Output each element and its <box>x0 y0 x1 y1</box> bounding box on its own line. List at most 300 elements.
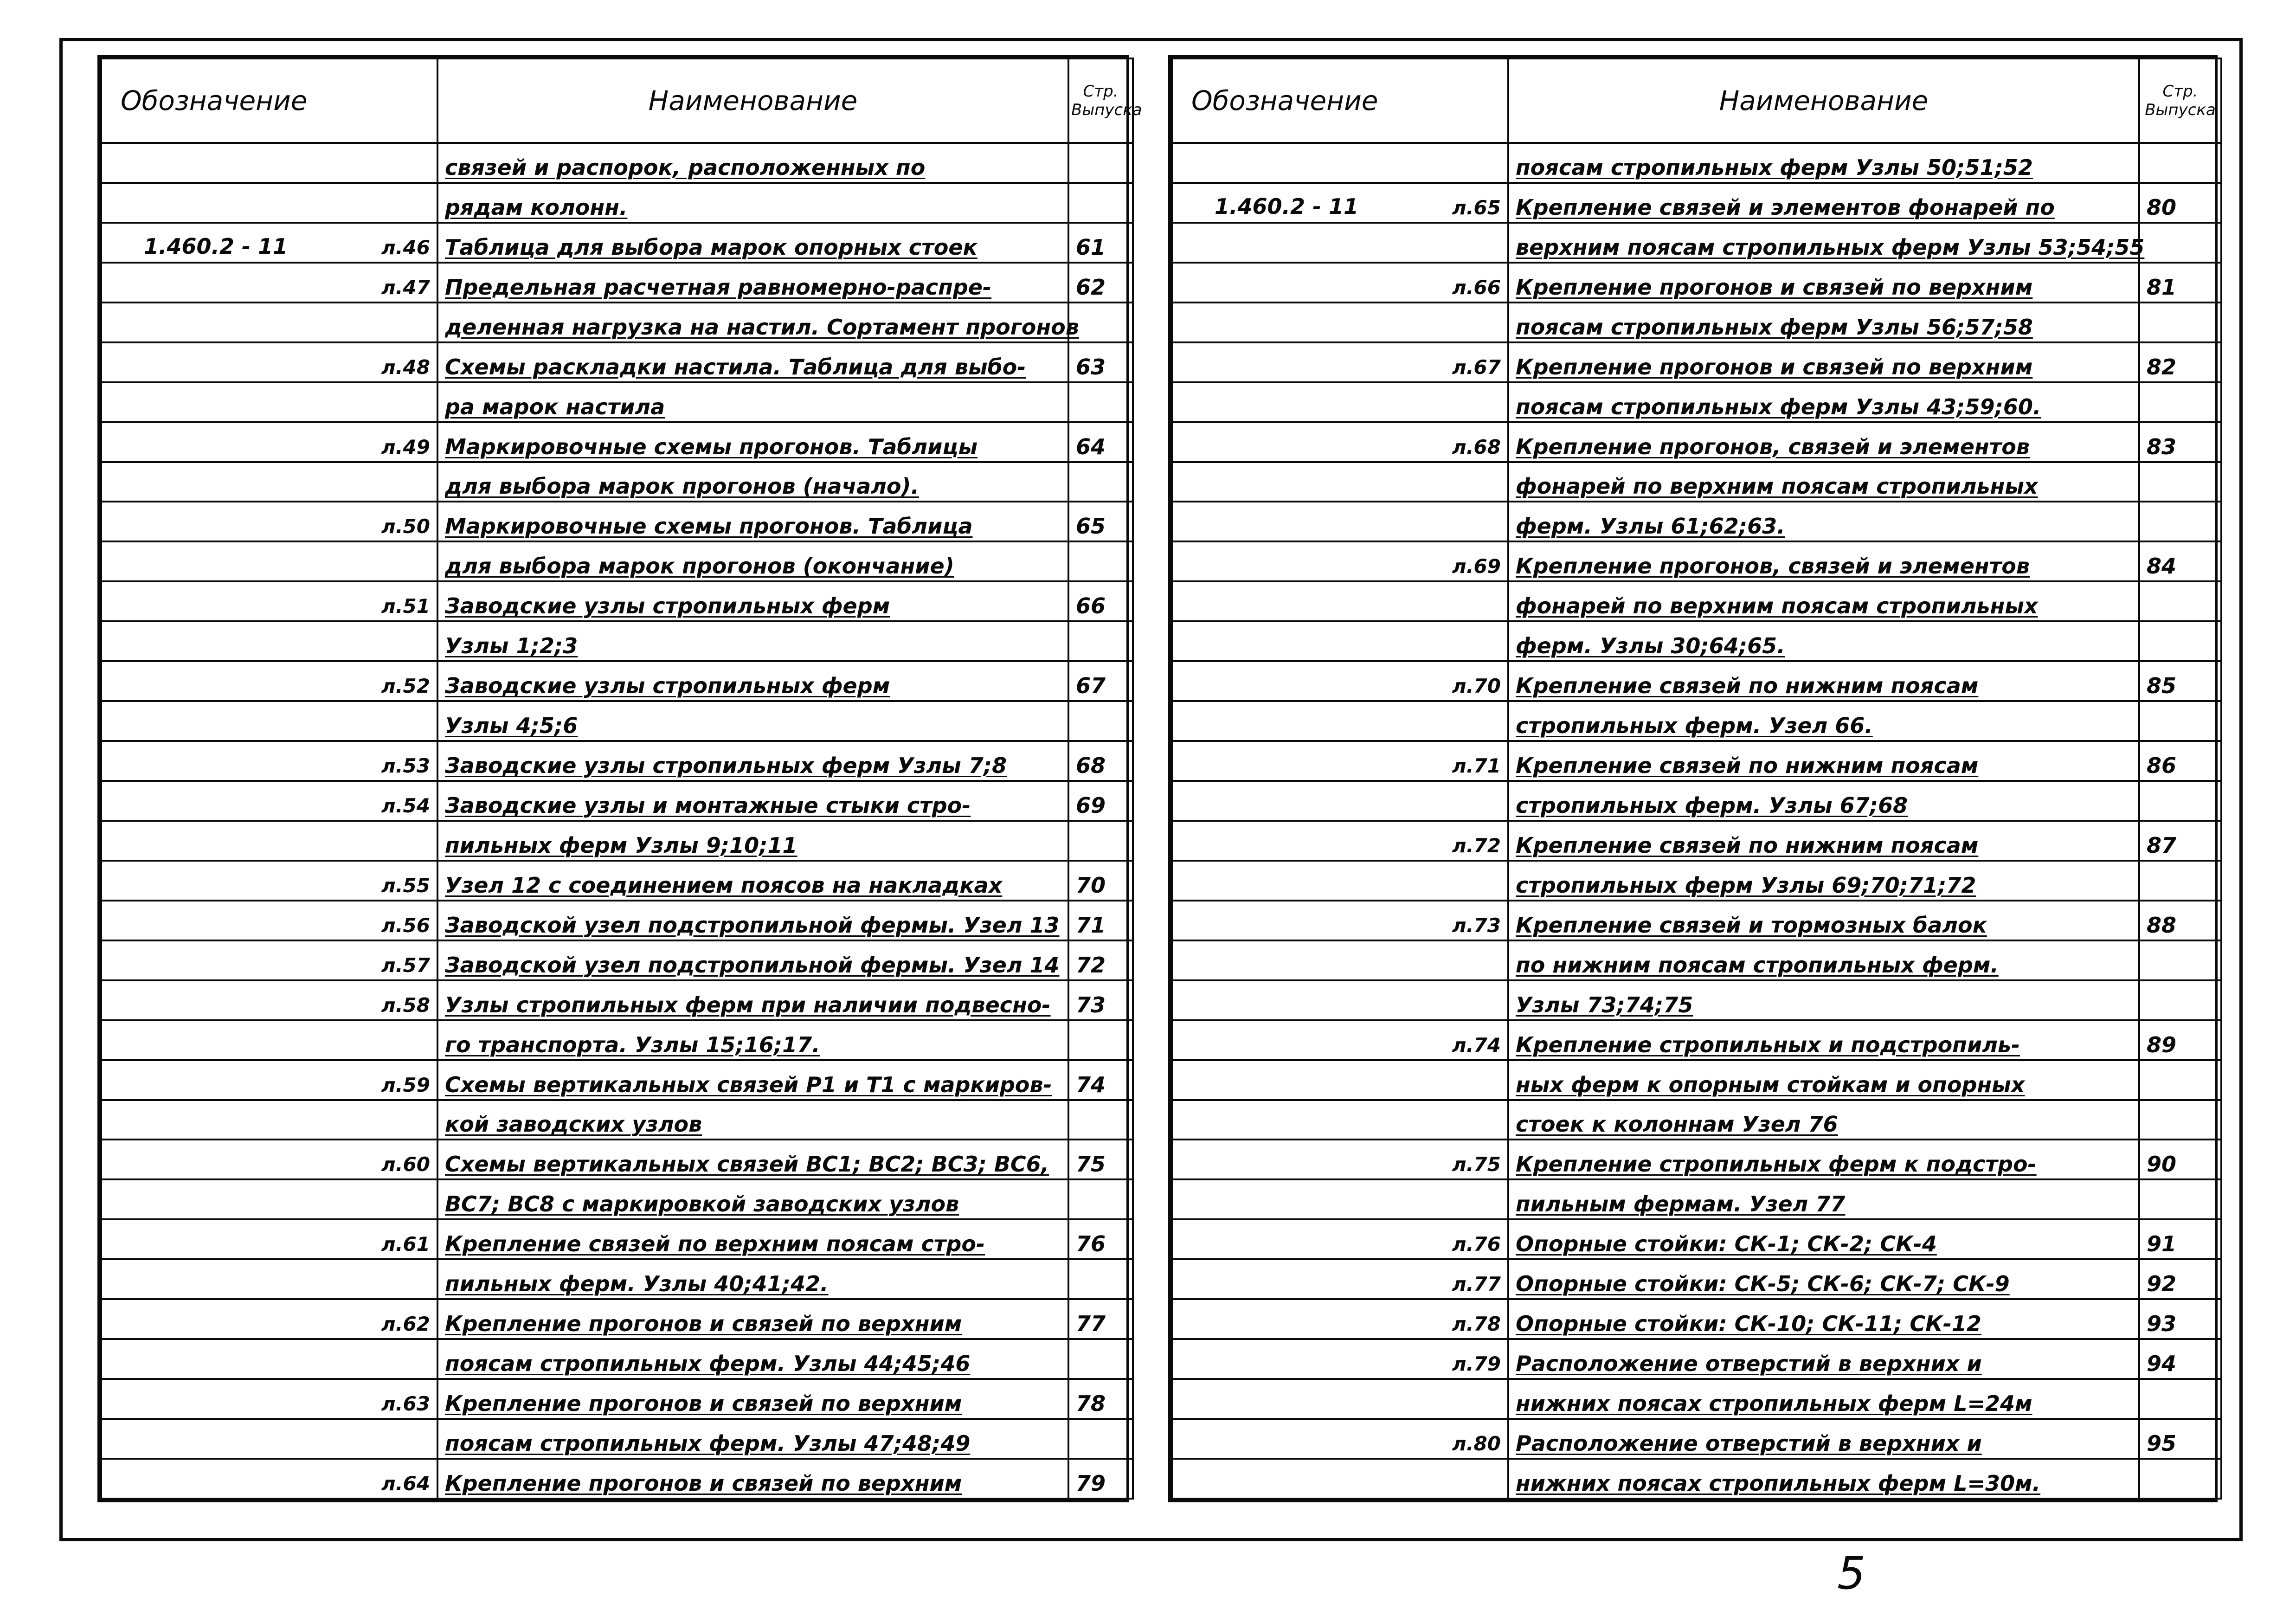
table-row <box>1172 661 2221 701</box>
designation-cell <box>101 581 437 621</box>
table-row <box>101 342 1133 382</box>
title-cell: нижних поясах стропильных ферм L=24м <box>1508 1379 2139 1419</box>
designation-cell <box>101 223 437 263</box>
designation-cell <box>101 303 437 342</box>
table-row <box>1172 901 2221 940</box>
designation-cell <box>1172 183 1508 223</box>
title-cell: Узлы 73;74;75 <box>1508 980 2139 1020</box>
page-cell: 68 <box>1068 741 1133 781</box>
designation-cell <box>101 462 437 502</box>
designation-cell <box>1172 1299 1508 1339</box>
title-cell: нижних поясах стропильных ферм L=30м. <box>1508 1459 2139 1499</box>
title-cell: Крепление прогонов, связей и элементов <box>1508 541 2139 581</box>
title-cell: Узлы стропильных ферм при наличии подвесно- <box>437 980 1068 1020</box>
sheet-number: л.77 <box>1452 1273 1501 1296</box>
page-cell: 86 <box>2139 741 2221 781</box>
designation-cell <box>101 342 437 382</box>
register-table-left <box>97 55 1142 1502</box>
table-row <box>101 980 1133 1020</box>
table-row <box>101 940 1133 980</box>
sheet-number: л.79 <box>1452 1352 1501 1376</box>
title-cell: пильных ферм. Узлы 40;41;42. <box>437 1259 1068 1299</box>
title-cell: Заводские узлы стропильных ферм <box>437 661 1068 701</box>
designation-cell <box>101 1419 437 1459</box>
table-row <box>101 901 1133 940</box>
designation-cell <box>1172 821 1508 861</box>
page-cell: 78 <box>1068 1379 1133 1419</box>
designation-cell <box>101 1020 437 1060</box>
page-cell: 80 <box>2139 183 2221 223</box>
sheet-number: л.68 <box>1452 435 1501 458</box>
table-header-row <box>101 58 1133 143</box>
designation-cell <box>1172 1379 1508 1419</box>
title-cell: Крепление прогонов и связей по верхним <box>437 1299 1068 1339</box>
title-cell: для выбора марок прогонов (окончание) <box>437 541 1068 581</box>
title-cell: Заводские узлы стропильных ферм <box>437 581 1068 621</box>
page-cell: 82 <box>2139 342 2221 382</box>
table-row <box>1172 1259 2221 1299</box>
page-cell: 84 <box>2139 541 2221 581</box>
table-row <box>1172 861 2221 901</box>
page-cell <box>2139 143 2221 183</box>
page-cell: 91 <box>2139 1219 2221 1259</box>
page-cell: 70 <box>1068 861 1133 901</box>
title-cell: по нижним поясам стропильных ферм. <box>1508 940 2139 980</box>
page-cell <box>2139 1060 2221 1100</box>
page-cell: 79 <box>1068 1459 1133 1499</box>
page-cell: 93 <box>2139 1299 2221 1339</box>
sheet-number: л.56 <box>381 914 430 937</box>
title-cell: Таблица для выбора марок опорных стоек <box>437 223 1068 263</box>
table-row <box>101 1299 1133 1339</box>
title-cell: Крепление связей по нижним поясам <box>1508 661 2139 701</box>
title-cell: Крепление прогонов и связей по верхним <box>437 1379 1068 1419</box>
page-cell <box>2139 581 2221 621</box>
designation-cell <box>1172 1020 1508 1060</box>
table-row <box>1172 781 2221 821</box>
sheet-number: л.48 <box>381 355 430 379</box>
designation-cell <box>1172 581 1508 621</box>
sheet-number: л.71 <box>1452 754 1501 777</box>
designation-cell <box>101 821 437 861</box>
designation-cell <box>101 1259 437 1299</box>
table-row <box>1172 940 2221 980</box>
page-cell <box>2139 940 2221 980</box>
page-cell: 95 <box>2139 1419 2221 1459</box>
table-row <box>1172 980 2221 1020</box>
table-row <box>101 1179 1133 1219</box>
table-row <box>1172 741 2221 781</box>
designation-cell <box>1172 303 1508 342</box>
title-cell: Узлы 1;2;3 <box>437 621 1068 661</box>
designation-cell <box>1172 901 1508 940</box>
designation-cell <box>1172 1259 1508 1299</box>
table-row <box>1172 1179 2221 1219</box>
header-page-line1: Стр. <box>1083 82 1119 101</box>
table-row <box>101 581 1133 621</box>
title-cell: Схемы вертикальных связей Р1 и Т1 с маркиров- <box>437 1060 1068 1100</box>
title-cell: Маркировочные схемы прогонов. Таблицы <box>437 422 1068 462</box>
header-name: Наименование <box>437 58 1068 143</box>
page-cell: 89 <box>2139 1020 2221 1060</box>
title-cell: ных ферм к опорным стойкам и опорных <box>1508 1060 2139 1100</box>
table-row <box>1172 422 2221 462</box>
sheet-number: л.67 <box>1452 355 1501 379</box>
table-row <box>101 701 1133 741</box>
designation-cell <box>101 382 437 422</box>
designation-cell <box>101 781 437 821</box>
designation-cell <box>1172 541 1508 581</box>
sheet-number: л.70 <box>1452 675 1501 698</box>
header-page <box>2139 58 2221 143</box>
table-row <box>101 1060 1133 1100</box>
designation-cell <box>1172 223 1508 263</box>
page-cell <box>1068 183 1133 223</box>
page-cell <box>2139 382 2221 422</box>
table-row <box>1172 1419 2221 1459</box>
table-header-row <box>1172 58 2221 143</box>
header-page-line2: Выпуска <box>2145 101 2216 119</box>
page-cell <box>2139 223 2221 263</box>
title-cell: поясам стропильных ферм Узлы 43;59;60. <box>1508 382 2139 422</box>
designation-cell <box>101 741 437 781</box>
table-row <box>1172 303 2221 342</box>
title-cell: Крепление прогонов и связей по верхним <box>1508 263 2139 303</box>
page-cell <box>1068 1100 1133 1140</box>
title-cell: Предельная расчетная равномерно-распре- <box>437 263 1068 303</box>
sheet-number: л.53 <box>381 754 430 777</box>
title-cell: Крепление прогонов, связей и элементов <box>1508 422 2139 462</box>
designation-cell <box>101 1179 437 1219</box>
document-code: 1.460.2 - 11 <box>1215 193 1359 219</box>
sheet-number: л.54 <box>381 794 430 817</box>
page-cell: 74 <box>1068 1060 1133 1100</box>
table-row <box>101 143 1133 183</box>
table-row <box>1172 263 2221 303</box>
title-cell: Опорные стойки: СК-10; СК-11; СК-12 <box>1508 1299 2139 1339</box>
sheet-number: л.64 <box>381 1472 430 1495</box>
designation-cell <box>101 183 437 223</box>
table-row <box>101 781 1133 821</box>
page-cell <box>1068 1339 1133 1379</box>
table-row <box>101 1020 1133 1060</box>
header-designation: Обозначение <box>1172 58 1508 143</box>
sheet-number: л.60 <box>381 1153 430 1176</box>
page-cell: 72 <box>1068 940 1133 980</box>
sheet-number: л.73 <box>1452 914 1501 937</box>
designation-cell <box>1172 1100 1508 1140</box>
sheet-number: л.59 <box>381 1073 430 1096</box>
header-designation: Обозначение <box>101 58 437 143</box>
table-row <box>1172 1219 2221 1259</box>
table-row <box>101 502 1133 541</box>
sheet-number: л.61 <box>381 1233 430 1256</box>
page-cell <box>2139 781 2221 821</box>
designation-cell <box>101 1219 437 1259</box>
table-row <box>101 382 1133 422</box>
page-cell <box>1068 462 1133 502</box>
page-cell: 92 <box>2139 1259 2221 1299</box>
title-cell: пильных ферм Узлы 9;10;11 <box>437 821 1068 861</box>
page-cell: 81 <box>2139 263 2221 303</box>
table-row <box>1172 1020 2221 1060</box>
sheet-number: л.49 <box>381 435 430 458</box>
designation-cell <box>1172 1339 1508 1379</box>
sheet-number: л.52 <box>381 675 430 698</box>
title-cell: Заводской узел подстропильной фермы. Узел 13 <box>437 901 1068 940</box>
table-row <box>101 422 1133 462</box>
title-cell: поясам стропильных ферм. Узлы 44;45;46 <box>437 1339 1068 1379</box>
document-code: 1.460.2 - 11 <box>144 233 288 259</box>
sheet-number: л.66 <box>1452 276 1501 299</box>
designation-cell <box>101 861 437 901</box>
designation-cell <box>1172 781 1508 821</box>
designation-cell <box>1172 1459 1508 1499</box>
title-cell: ВС7; ВС8 с маркировкой заводских узлов <box>437 1179 1068 1219</box>
designation-cell <box>101 940 437 980</box>
title-cell: Схемы вертикальных связей ВС1; ВС2; ВС3; ВС6, <box>437 1140 1068 1179</box>
designation-cell <box>1172 621 1508 661</box>
page-cell <box>1068 1419 1133 1459</box>
table-row <box>1172 143 2221 183</box>
title-cell: Заводские узлы и монтажные стыки стро- <box>437 781 1068 821</box>
designation-cell <box>101 422 437 462</box>
title-cell: Схемы раскладки настила. Таблица для выбо- <box>437 342 1068 382</box>
designation-cell <box>101 1339 437 1379</box>
table-row <box>101 462 1133 502</box>
designation-cell <box>101 1379 437 1419</box>
title-cell: ферм. Узлы 30;64;65. <box>1508 621 2139 661</box>
table-row <box>101 821 1133 861</box>
designation-cell <box>1172 263 1508 303</box>
title-cell: Опорные стойки: СК-1; СК-2; СК-4 <box>1508 1219 2139 1259</box>
title-cell: Узел 12 с соединением поясов на накладках <box>437 861 1068 901</box>
designation-cell <box>101 621 437 661</box>
page-cell: 76 <box>1068 1219 1133 1259</box>
page-cell: 77 <box>1068 1299 1133 1339</box>
page-cell: 75 <box>1068 1140 1133 1179</box>
header-name: Наименование <box>1508 58 2139 143</box>
page-cell: 87 <box>2139 821 2221 861</box>
page-cell <box>1068 541 1133 581</box>
designation-cell <box>101 1140 437 1179</box>
designation-cell <box>101 1100 437 1140</box>
sheet-number: л.58 <box>381 993 430 1017</box>
table-row <box>1172 621 2221 661</box>
table-row <box>1172 1060 2221 1100</box>
designation-cell <box>1172 1419 1508 1459</box>
designation-cell <box>1172 980 1508 1020</box>
table-row <box>1172 541 2221 581</box>
page-cell: 66 <box>1068 581 1133 621</box>
header-page-line2: Выпуска <box>1071 101 1142 119</box>
title-cell: деленная нагрузка на настил. Сортамент прогонов <box>437 303 1068 342</box>
title-cell: поясам стропильных ферм Узлы 56;57;58 <box>1508 303 2139 342</box>
designation-cell <box>1172 382 1508 422</box>
title-cell: для выбора марок прогонов (начало). <box>437 462 1068 502</box>
table-row <box>101 303 1133 342</box>
table-row <box>101 1459 1133 1499</box>
table-row <box>1172 1379 2221 1419</box>
sheet-number: л.75 <box>1452 1153 1501 1176</box>
table-row <box>101 1339 1133 1379</box>
title-cell: стропильных ферм Узлы 69;70;71;72 <box>1508 861 2139 901</box>
table-row <box>1172 1299 2221 1339</box>
sheet-number: л.72 <box>1452 834 1501 857</box>
title-cell: фонарей по верхним поясам стропильных <box>1508 462 2139 502</box>
table-row <box>1172 382 2221 422</box>
designation-cell <box>101 701 437 741</box>
page-cell <box>1068 143 1133 183</box>
sheet-number: л.69 <box>1452 555 1501 578</box>
page-cell: 65 <box>1068 502 1133 541</box>
designation-cell <box>1172 1219 1508 1259</box>
designation-cell <box>1172 502 1508 541</box>
sheet-number: л.57 <box>381 953 430 977</box>
page-cell <box>1068 1020 1133 1060</box>
page-cell: 83 <box>2139 422 2221 462</box>
title-cell: стоек к колоннам Узел 76 <box>1508 1100 2139 1140</box>
page-cell: 61 <box>1068 223 1133 263</box>
page-cell: 94 <box>2139 1339 2221 1379</box>
title-cell: Крепление связей по нижним поясам <box>1508 741 2139 781</box>
sheet-number: л.46 <box>381 236 430 259</box>
table-row <box>1172 502 2221 541</box>
designation-cell <box>101 901 437 940</box>
table-row <box>101 1379 1133 1419</box>
designation-cell <box>1172 701 1508 741</box>
title-cell: Заводской узел подстропильной фермы. Узел 14 <box>437 940 1068 980</box>
page-cell <box>2139 303 2221 342</box>
title-cell: Узлы 4;5;6 <box>437 701 1068 741</box>
title-cell: Крепление связей по верхним поясам стро- <box>437 1219 1068 1259</box>
table-row <box>1172 581 2221 621</box>
table-row <box>1172 1339 2221 1379</box>
title-cell: Крепление прогонов и связей по верхним <box>437 1459 1068 1499</box>
table-row <box>101 1219 1133 1259</box>
page-cell <box>2139 621 2221 661</box>
sheet-number: л.47 <box>381 276 430 299</box>
sheet-number: л.63 <box>381 1392 430 1415</box>
header-page <box>1068 58 1142 143</box>
sheet-number: л.80 <box>1452 1432 1501 1455</box>
table-row <box>101 223 1133 263</box>
designation-cell <box>101 502 437 541</box>
table-row <box>1172 183 2221 223</box>
title-cell: Расположение отверстий в верхних и <box>1508 1339 2139 1379</box>
designation-cell <box>101 1459 437 1499</box>
page-cell: 64 <box>1068 422 1133 462</box>
title-cell: Крепление стропильных ферм к подстро- <box>1508 1140 2139 1179</box>
title-cell: связей и распорок, расположенных по <box>437 143 1068 183</box>
title-cell: поясам стропильных ферм Узлы 50;51;52 <box>1508 143 2139 183</box>
page-cell: 69 <box>1068 781 1133 821</box>
page-cell <box>1068 701 1133 741</box>
table-row <box>101 1100 1133 1140</box>
page-cell <box>1068 1259 1133 1299</box>
title-cell: верхним поясам стропильных ферм Узлы 53;54;55 <box>1508 223 2139 263</box>
page-cell <box>2139 861 2221 901</box>
designation-cell <box>1172 1140 1508 1179</box>
title-cell: ферм. Узлы 61;62;63. <box>1508 502 2139 541</box>
table-row <box>101 741 1133 781</box>
title-cell: Опорные стойки: СК-5; СК-6; СК-7; СК-9 <box>1508 1259 2139 1299</box>
page-cell <box>2139 1179 2221 1219</box>
table-row <box>101 621 1133 661</box>
page-cell: 85 <box>2139 661 2221 701</box>
page-cell: 88 <box>2139 901 2221 940</box>
page-cell <box>2139 462 2221 502</box>
designation-cell <box>1172 422 1508 462</box>
page-cell: 90 <box>2139 1140 2221 1179</box>
table-row <box>1172 1140 2221 1179</box>
page-cell <box>2139 980 2221 1020</box>
table-row <box>101 661 1133 701</box>
page-cell: 62 <box>1068 263 1133 303</box>
title-cell: Крепление связей и элементов фонарей по <box>1508 183 2139 223</box>
title-cell: ра марок настила <box>437 382 1068 422</box>
designation-cell <box>1172 661 1508 701</box>
page-cell <box>2139 1100 2221 1140</box>
title-cell: фонарей по верхним поясам стропильных <box>1508 581 2139 621</box>
page-cell: 63 <box>1068 342 1133 382</box>
table-row <box>1172 701 2221 741</box>
title-cell: стропильных ферм. Узлы 67;68 <box>1508 781 2139 821</box>
page-cell: 71 <box>1068 901 1133 940</box>
designation-cell <box>1172 462 1508 502</box>
header-page-line1: Стр. <box>2162 82 2198 101</box>
designation-cell <box>1172 861 1508 901</box>
page-cell <box>2139 1459 2221 1499</box>
designation-cell <box>1172 741 1508 781</box>
title-cell: Крепление связей и тормозных балок <box>1508 901 2139 940</box>
title-cell: кой заводских узлов <box>437 1100 1068 1140</box>
table-row <box>1172 342 2221 382</box>
table-row <box>101 861 1133 901</box>
page-cell <box>1068 1179 1133 1219</box>
page-cell <box>2139 1379 2221 1419</box>
title-cell: поясам стропильных ферм. Узлы 47;48;49 <box>437 1419 1068 1459</box>
page-cell: 73 <box>1068 980 1133 1020</box>
page-cell <box>1068 821 1133 861</box>
designation-cell <box>101 661 437 701</box>
title-cell: Маркировочные схемы прогонов. Таблица <box>437 502 1068 541</box>
table-row <box>101 1259 1133 1299</box>
title-cell: Крепление стропильных и подстропиль- <box>1508 1020 2139 1060</box>
table-row <box>101 183 1133 223</box>
page-cell <box>2139 502 2221 541</box>
title-cell: Крепление связей по нижним поясам <box>1508 821 2139 861</box>
page-cell <box>1068 621 1133 661</box>
sheet-number: л.51 <box>381 595 430 618</box>
designation-cell <box>101 143 437 183</box>
sheet-number: л.50 <box>381 515 430 538</box>
designation-cell <box>1172 1060 1508 1100</box>
table-row <box>101 541 1133 581</box>
page-cell: 67 <box>1068 661 1133 701</box>
title-cell: го транспорта. Узлы 15;16;17. <box>437 1020 1068 1060</box>
title-cell: рядам колонн. <box>437 183 1068 223</box>
page-cell <box>2139 701 2221 741</box>
designation-cell <box>101 541 437 581</box>
title-cell: стропильных ферм. Узел 66. <box>1508 701 2139 741</box>
designation-cell <box>101 1299 437 1339</box>
designation-cell <box>101 980 437 1020</box>
table-row <box>101 263 1133 303</box>
designation-cell <box>1172 940 1508 980</box>
table-row <box>1172 223 2221 263</box>
sheet-number: л.55 <box>381 874 430 897</box>
